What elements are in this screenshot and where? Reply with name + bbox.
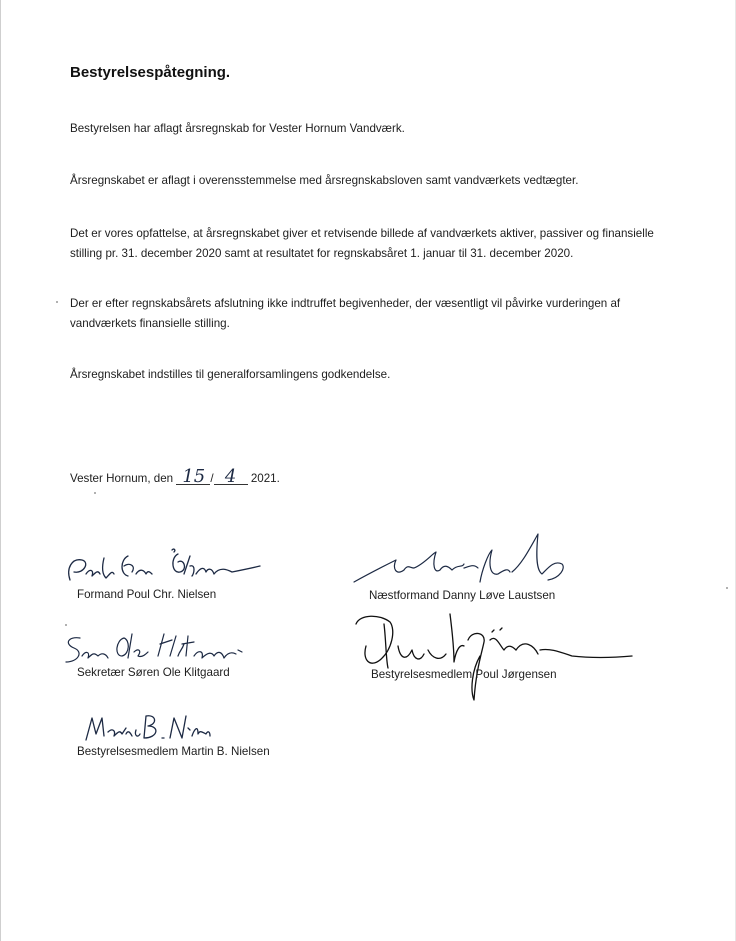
handwritten-day: 15 bbox=[176, 470, 210, 485]
paragraph-2: Årsregnskabet er aflagt i overensstemmelse med årsregnskabsloven samt vandværkets vedtægter. bbox=[70, 174, 579, 187]
signature-martin-b-nielsen bbox=[82, 710, 212, 746]
signature-poul-chr-nielsen bbox=[62, 544, 262, 590]
dateline-year: 2021. bbox=[250, 472, 280, 485]
dateline-separator: / bbox=[210, 472, 214, 485]
caption-bestyrelsesmedlem-poul: Bestyrelsesmedlem Poul Jørgensen bbox=[371, 668, 557, 681]
scan-speck bbox=[56, 301, 58, 303]
caption-naestformand: Næstformand Danny Løve Laustsen bbox=[369, 589, 556, 602]
dateline-prefix: Vester Hornum, den bbox=[70, 472, 174, 485]
caption-sekretaer: Sekretær Søren Ole Klitgaard bbox=[77, 666, 230, 679]
paragraph-4: Der er efter regnskabsårets afslutning ikke indtruffet begivenheder, der væsentligt vil påvirke vurderingen af vandværkets finansielle stilling. bbox=[70, 297, 621, 330]
scan-speck bbox=[726, 587, 728, 589]
paragraph-5: Årsregnskabet indstilles til generalforsamlingens godkendelse. bbox=[70, 368, 391, 381]
paragraph-1: Bestyrelsen har aflagt årsregnskab for Vester Hornum Vandværk. bbox=[70, 122, 405, 135]
signature-soren-ole-klitgaard bbox=[58, 628, 258, 670]
paragraph-3: Det er vores opfattelse, at årsregnskabet giver et retvisende billede af vandværkets aktiver, passiver og finansielle stilling pr. 31. december 2020 samt at resultatet for regnskabsåret 1. januar til 31. december 2020. bbox=[70, 227, 654, 260]
document-title: Bestyrelsespåtegning. bbox=[70, 64, 231, 81]
dateline bbox=[70, 466, 280, 487]
caption-formand: Formand Poul Chr. Nielsen bbox=[77, 588, 217, 601]
signature-poul-jorgensen bbox=[350, 610, 635, 705]
scan-speck bbox=[65, 624, 67, 626]
signature-danny-love-laustsen bbox=[352, 524, 572, 590]
handwritten-month: 4 bbox=[214, 470, 248, 485]
scan-speck bbox=[94, 492, 96, 494]
caption-bestyrelsesmedlem-martin: Bestyrelsesmedlem Martin B. Nielsen bbox=[77, 745, 270, 758]
page-left-edge bbox=[0, 0, 1, 941]
